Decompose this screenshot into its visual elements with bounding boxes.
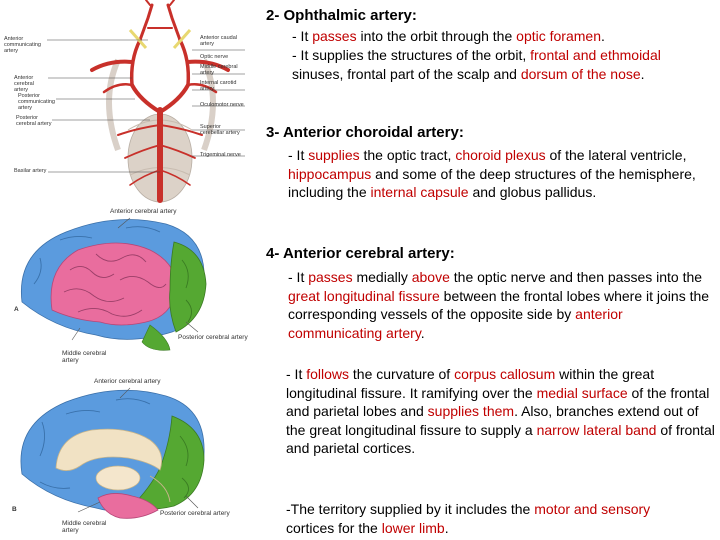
label-anterior-caudal: Anterior caudal artery — [200, 35, 237, 47]
label-anterior-communicating: Anterior communicating artery — [4, 36, 41, 54]
label-posterior-cerebral: Posterior cerebral artery — [16, 115, 52, 127]
figure-column — [0, 0, 262, 540]
label-anterior-cerebral: Anterior cerebral artery — [14, 75, 34, 93]
heading-ophthalmic: 2- Ophthalmic artery: — [266, 7, 417, 24]
aca-para-3: -The territory supplied by it includes the motor and sensory cortices for the lower limb. — [286, 501, 651, 536]
label-posterior-communicating: Posterior communicating artery — [18, 93, 55, 111]
label-trigeminal: Trigeminal nerve — [200, 152, 241, 158]
figure-b-label-top: Anterior cerebral artery — [94, 378, 161, 385]
choroidal-para-1: - It supplies the optic tract, choroid plexus of the lateral ventricle, hippocampus and some of the deep structures of the hemisphere, including the internal capsule and globus pallidus. — [288, 147, 696, 201]
figure-b-label-bottom: Middle cerebral artery — [62, 520, 107, 534]
figure-a-label-right: Posterior cerebral artery — [178, 334, 248, 341]
label-oculomotor: Oculomotor nerve — [200, 102, 244, 108]
panel-letter-a: A — [14, 306, 19, 313]
ophthalmic-para-1: - It passes into the orbit through the optic foramen. — [292, 28, 605, 44]
heading-anterior-choroidal: 3- Anterior choroidal artery: — [266, 124, 464, 141]
label-internal-carotid: Internal carotid artery — [200, 80, 237, 92]
label-basilar: Basilar artery — [14, 168, 47, 174]
label-superior-cerebellar: Superior cerebellar artery — [200, 124, 240, 136]
figure-b-label-right: Posterior cerebral artery — [160, 510, 230, 517]
heading-anterior-cerebral: 4- Anterior cerebral artery: — [266, 245, 455, 262]
figure-a-label-bottom: Middle cerebral artery — [62, 350, 107, 364]
ophthalmic-para-2: - It supplies the structures of the orbit, frontal and ethmoidal sinuses, frontal part of the scalp and dorsum of the nose. — [292, 47, 661, 82]
panel-letter-b: B — [12, 506, 17, 513]
label-optic-nerve: Optic nerve — [200, 54, 229, 60]
figure-a-label-top: Anterior cerebral artery — [110, 208, 177, 215]
label-middle-cerebral: Middle cerebral artery — [200, 64, 238, 76]
brain-lateral-figure — [0, 210, 262, 370]
text-column — [262, 0, 720, 540]
aca-para-1: - It passes medially above the optic nerve and then passes into the great longitudinal fissure between the frontal lobes where it joins the corresponding vessels of the opposite side by anterior communicating artery. — [288, 269, 710, 341]
aca-para-2: - It follows the curvature of corpus callosum within the great longitudinal fissure. It ramifying over the medial surface of the frontal and parietal lobes and supplies them. Also, branches extend out of the great longitudinal fissure to supply a narrow lateral band of frontal and parietal cortices. — [286, 366, 715, 457]
